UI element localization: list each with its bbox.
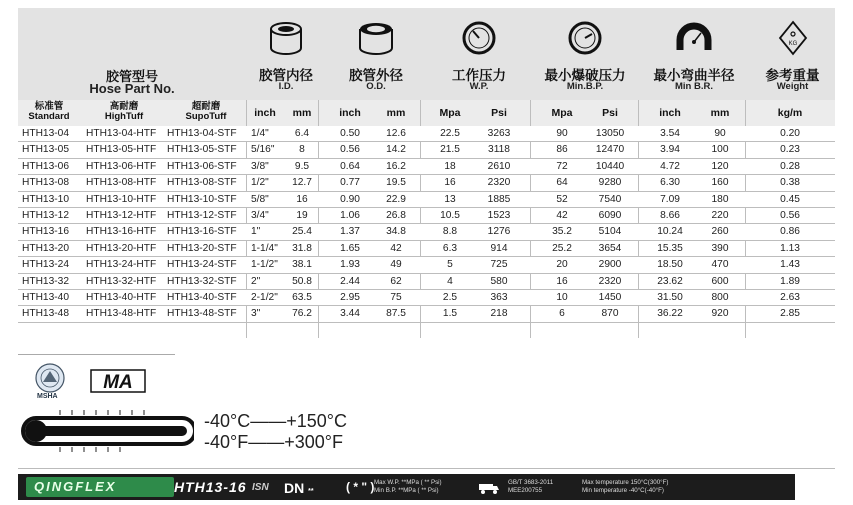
footer-pressure xyxy=(374,479,442,495)
header-br xyxy=(638,8,750,100)
subhead-br-mm: mm xyxy=(710,107,730,119)
cell-stf: HTH13-06-STF xyxy=(167,160,237,172)
cell-bp-mpa: 64 xyxy=(556,177,568,189)
cell-od-mm: 75 xyxy=(390,291,402,303)
cell-bp-mpa: 20 xyxy=(556,259,568,271)
cell-id-in: 1-1/2" xyxy=(251,259,278,271)
header-id-en: I.D. xyxy=(278,81,294,92)
qingflex-logo xyxy=(26,477,174,497)
pressure-gauge-icon xyxy=(461,20,497,56)
cell-wt: 2.63 xyxy=(780,291,800,303)
cell-bp-psi: 3654 xyxy=(598,242,622,254)
table-row xyxy=(18,224,835,240)
cell-br-in: 10.24 xyxy=(657,226,683,238)
cell-od-in: 3.44 xyxy=(340,308,360,320)
cell-std: HTH13-24 xyxy=(22,259,69,271)
header-hose-en: Hose Part No. xyxy=(89,81,175,96)
cell-wt: 0.38 xyxy=(780,177,800,189)
subhead-br-inch: inch xyxy=(659,107,681,119)
cell-wt: 1.43 xyxy=(780,259,800,271)
divider xyxy=(18,354,175,355)
cell-stf: HTH13-12-STF xyxy=(167,209,237,221)
cell-br-mm: 260 xyxy=(711,226,729,238)
cell-stf: HTH13-04-STF xyxy=(167,128,237,139)
table-row xyxy=(18,274,835,290)
cell-br-mm: 180 xyxy=(711,193,729,205)
cell-htf: HTH13-48-HTF xyxy=(86,308,157,320)
cell-wp-psi: 2320 xyxy=(487,177,511,189)
subhead-hightuff-cn: 高耐磨 xyxy=(109,101,139,112)
cell-id-in: 1/4" xyxy=(251,128,269,139)
cell-htf: HTH13-05-HTF xyxy=(86,144,157,156)
cell-br-in: 36.22 xyxy=(657,308,683,320)
hose-outer-diameter-icon xyxy=(358,20,394,58)
subhead-supotuff-en: SupoTuff xyxy=(185,111,227,122)
cell-wp-psi: 1885 xyxy=(487,193,511,205)
cell-br-mm: 800 xyxy=(711,291,729,303)
cell-od-in: 0.50 xyxy=(340,128,360,139)
cell-htf: HTH13-32-HTF xyxy=(86,275,157,287)
cell-br-mm: 220 xyxy=(711,209,729,221)
cell-htf: HTH13-04-HTF xyxy=(86,128,157,139)
cell-od-in: 2.44 xyxy=(340,275,360,287)
cell-wp-psi: 914 xyxy=(490,242,508,254)
header-weight xyxy=(750,8,835,100)
table-header xyxy=(18,8,835,100)
cell-stf: HTH13-24-STF xyxy=(167,259,237,271)
table-row xyxy=(18,241,835,257)
cell-id-mm: 6.4 xyxy=(294,128,310,139)
subhead-id-inch: inch xyxy=(254,107,276,119)
cell-od-mm: 42 xyxy=(390,242,402,254)
cell-wt: 2.85 xyxy=(780,308,800,320)
cell-id-in: 1/2" xyxy=(251,177,269,189)
cell-br-mm: 920 xyxy=(711,308,729,320)
header-bp-cn: 最小爆破压力 xyxy=(544,68,626,83)
cell-id-mm: 63.5 xyxy=(292,291,312,303)
cell-stf: HTH13-08-STF xyxy=(167,177,237,189)
cell-stf: HTH13-05-STF xyxy=(167,144,237,156)
table-row xyxy=(18,175,835,191)
cell-wp-mpa: 2.5 xyxy=(442,291,458,303)
cell-id-mm: 12.7 xyxy=(292,177,312,189)
header-od-cn: 胶管外径 xyxy=(349,68,403,83)
footer-dn xyxy=(284,480,314,496)
cell-wt: 0.23 xyxy=(780,144,800,156)
header-id xyxy=(246,8,326,100)
subhead-id-mm: mm xyxy=(292,107,312,119)
cell-br-in: 8.66 xyxy=(660,209,680,221)
cell-htf: HTH13-24-HTF xyxy=(86,259,157,271)
cell-wp-psi: 725 xyxy=(490,259,508,271)
cell-br-mm: 470 xyxy=(711,259,729,271)
cell-wt: 1.89 xyxy=(780,275,800,287)
footer-temps xyxy=(582,479,668,495)
cell-od-mm: 22.9 xyxy=(386,193,406,205)
cell-wt: 1.13 xyxy=(780,242,800,254)
header-weight-cn: 参考重量 xyxy=(765,68,820,83)
cell-bp-psi: 2320 xyxy=(598,275,622,287)
cell-stf: HTH13-48-STF xyxy=(167,308,237,320)
cell-std: HTH13-20 xyxy=(22,242,69,254)
subhead-standard xyxy=(18,100,80,126)
footer-mee-line: MEE200755 xyxy=(508,487,543,494)
cell-bp-mpa: 25.2 xyxy=(552,242,572,254)
cell-bp-psi: 1450 xyxy=(598,291,622,303)
cell-br-mm: 160 xyxy=(711,177,729,189)
header-wp-cn: 工作压力 xyxy=(452,68,506,83)
subhead-hightuff xyxy=(84,100,164,126)
cell-id-in: 2" xyxy=(251,275,261,287)
cell-std: HTH13-48 xyxy=(22,308,69,320)
svg-text:MA: MA xyxy=(103,372,133,393)
subhead-wp-psi: Psi xyxy=(491,107,507,119)
cell-id-in: 3/8" xyxy=(251,160,269,172)
subhead-supotuff-cn: 超耐磨 xyxy=(191,101,221,112)
cell-id-mm: 31.8 xyxy=(292,242,312,254)
cell-id-mm: 16 xyxy=(296,193,308,205)
divider xyxy=(18,468,835,469)
mining-truck-icon xyxy=(478,479,500,495)
header-id-cn: 胶管内径 xyxy=(259,68,313,83)
header-bp xyxy=(532,8,638,100)
cell-stf: HTH13-20-STF xyxy=(167,242,237,254)
cell-od-mm: 62 xyxy=(390,275,402,287)
thermometer-icon xyxy=(14,406,194,456)
cell-br-mm: 600 xyxy=(711,275,729,287)
cell-id-in: 2-1/2" xyxy=(251,291,278,303)
brand-text: QINGFLEX xyxy=(34,479,117,494)
subhead-standard-cn: 标准管 xyxy=(34,101,64,112)
cell-wp-mpa: 10.5 xyxy=(440,209,460,221)
header-hose-part-no xyxy=(18,8,246,100)
subhead-bp-psi: Psi xyxy=(602,107,618,119)
cell-wp-mpa: 21.5 xyxy=(440,144,460,156)
cell-bp-psi: 13050 xyxy=(595,128,625,139)
cell-wp-psi: 363 xyxy=(490,291,508,303)
cell-od-in: 0.90 xyxy=(340,193,360,205)
cell-id-mm: 50.8 xyxy=(292,275,312,287)
cell-wp-mpa: 16 xyxy=(444,177,456,189)
subhead-wp-mpa: Mpa xyxy=(439,107,461,119)
cell-bp-psi: 12470 xyxy=(595,144,625,156)
table-row xyxy=(18,290,835,306)
footer-inch-size: ( * " ) xyxy=(346,480,375,494)
cell-bp-psi: 9280 xyxy=(598,177,622,189)
msha-label: MSHA xyxy=(37,393,58,400)
cell-std: HTH13-08 xyxy=(22,177,69,189)
cell-br-in: 31.50 xyxy=(657,291,683,303)
cell-od-in: 0.77 xyxy=(340,177,360,189)
cell-wt: 0.28 xyxy=(780,160,800,172)
ma-mark-logo xyxy=(90,369,146,393)
subhead-standard-en: Standard xyxy=(28,111,70,122)
footer-standards xyxy=(508,479,553,495)
header-br-en: Min B.R. xyxy=(675,81,713,92)
cell-bp-mpa: 72 xyxy=(556,160,568,172)
cell-bp-psi: 10440 xyxy=(595,160,625,172)
cell-bp-mpa: 42 xyxy=(556,209,568,221)
cell-br-mm: 100 xyxy=(711,144,729,156)
subhead-od-mm: mm xyxy=(386,107,406,119)
table-row xyxy=(18,126,835,142)
subhead-od-inch: inch xyxy=(339,107,361,119)
cell-wt: 0.56 xyxy=(780,209,800,221)
table-row xyxy=(18,142,835,158)
temperature-fahrenheit: -40°F——+300°F xyxy=(204,432,343,452)
cell-bp-psi: 7540 xyxy=(598,193,622,205)
cell-std: HTH13-06 xyxy=(22,160,69,172)
cell-bp-psi: 6090 xyxy=(598,209,622,221)
cell-stf: HTH13-10-STF xyxy=(167,193,237,205)
footer-model: HTH13-16 xyxy=(174,479,247,495)
header-od-en: O.D. xyxy=(366,81,386,92)
cell-wp-psi: 218 xyxy=(490,308,508,320)
cell-std: HTH13-12 xyxy=(22,209,69,221)
cell-wp-mpa: 1.5 xyxy=(442,308,458,320)
cell-wt: 0.86 xyxy=(780,226,800,238)
cell-std: HTH13-05 xyxy=(22,144,69,156)
header-od xyxy=(326,8,426,100)
cell-std: HTH13-16 xyxy=(22,226,69,238)
header-bp-en: Min.B.P. xyxy=(566,81,604,92)
hose-print-strip xyxy=(18,474,795,500)
subhead-hightuff-en: HighTuff xyxy=(104,111,144,122)
cell-std: HTH13-10 xyxy=(22,193,69,205)
cell-htf: HTH13-08-HTF xyxy=(86,177,157,189)
cell-od-in: 1.37 xyxy=(340,226,360,238)
cell-stf: HTH13-40-STF xyxy=(167,291,237,303)
svg-text:KG: KG xyxy=(788,41,797,47)
cell-od-mm: 87.5 xyxy=(386,308,406,320)
cell-id-in: 1" xyxy=(251,226,261,238)
cell-od-in: 1.65 xyxy=(340,242,360,254)
header-wp xyxy=(426,8,532,100)
cell-bp-mpa: 90 xyxy=(556,128,568,139)
cell-bp-mpa: 52 xyxy=(556,193,568,205)
weight-icon xyxy=(778,20,808,56)
cell-id-mm: 25.4 xyxy=(292,226,312,238)
hose-inner-diameter-icon xyxy=(269,20,303,58)
cell-od-mm: 49 xyxy=(390,259,402,271)
cell-od-mm: 14.2 xyxy=(386,144,406,156)
cell-br-mm: 390 xyxy=(711,242,729,254)
cell-id-mm: 19 xyxy=(296,209,308,221)
cell-od-in: 1.06 xyxy=(340,209,360,221)
subhead-weight-unit: kg/m xyxy=(777,107,803,119)
cell-std: HTH13-40 xyxy=(22,291,69,303)
cell-std: HTH13-32 xyxy=(22,275,69,287)
header-br-cn: 最小弯曲半径 xyxy=(653,68,735,83)
cell-htf: HTH13-40-HTF xyxy=(86,291,157,303)
cell-br-in: 6.30 xyxy=(660,177,680,189)
cell-wp-mpa: 8.8 xyxy=(442,226,458,238)
footer-max-temp: Max temperature 150°C(300°F) xyxy=(582,479,669,486)
table-row xyxy=(18,208,835,224)
cell-wp-mpa: 18 xyxy=(444,160,456,172)
burst-gauge-icon xyxy=(567,20,603,56)
subhead-bp-mpa: Mpa xyxy=(551,107,573,119)
cell-wp-mpa: 4 xyxy=(447,275,453,287)
footer-gb-line: GB/T 3683-2011 xyxy=(508,479,554,486)
cell-htf: HTH13-20-HTF xyxy=(86,242,157,254)
temperature-celsius: -40°C——+150°C xyxy=(204,411,347,431)
cell-od-mm: 34.8 xyxy=(386,226,406,238)
cell-stf: HTH13-32-STF xyxy=(167,275,237,287)
table-subheader xyxy=(18,100,835,126)
cell-wp-psi: 580 xyxy=(490,275,508,287)
cell-od-mm: 19.5 xyxy=(386,177,406,189)
cell-id-in: 3/4" xyxy=(251,209,269,221)
cell-id-in: 5/8" xyxy=(251,193,269,205)
spec-table-body xyxy=(18,126,835,323)
cell-br-in: 4.72 xyxy=(660,160,680,172)
header-hose-cn: 胶管型号 xyxy=(105,69,158,84)
cell-wp-psi: 3118 xyxy=(488,144,510,156)
table-row xyxy=(18,192,835,208)
cell-bp-psi: 5104 xyxy=(598,226,622,238)
cell-wp-mpa: 5 xyxy=(447,259,453,271)
table-row xyxy=(18,306,835,322)
cell-bp-mpa: 16 xyxy=(556,275,568,287)
cell-od-in: 2.95 xyxy=(340,291,360,303)
cell-br-mm: 120 xyxy=(711,160,729,172)
cell-od-in: 0.56 xyxy=(340,144,360,156)
cell-br-in: 7.09 xyxy=(660,193,680,205)
footer-dn-stars: ** xyxy=(308,488,314,495)
cell-wp-mpa: 22.5 xyxy=(440,128,460,139)
cell-od-mm: 26.8 xyxy=(386,209,406,221)
cell-od-in: 1.93 xyxy=(340,259,360,271)
cell-wp-mpa: 13 xyxy=(444,193,456,205)
cell-od-mm: 12.6 xyxy=(386,128,406,139)
footer-min-temp: Min temperature -40°C(-40°F) xyxy=(582,487,664,494)
cell-br-in: 23.62 xyxy=(657,275,683,287)
cell-id-mm: 9.5 xyxy=(294,160,310,172)
cell-wp-psi: 3263 xyxy=(487,128,511,139)
footer-dn-label: DN xyxy=(284,480,305,496)
cell-wp-mpa: 6.3 xyxy=(442,242,458,254)
footer-wp-line: Max W.P. **MPa ( ** Psi) xyxy=(374,479,442,486)
cell-bp-psi: 2900 xyxy=(598,259,622,271)
cell-br-in: 3.94 xyxy=(660,144,680,156)
cell-stf: HTH13-16-STF xyxy=(167,226,237,238)
subhead-supotuff xyxy=(166,100,246,126)
table-row xyxy=(18,257,835,273)
cell-id-mm: 8 xyxy=(299,144,305,156)
cell-id-mm: 38.1 xyxy=(292,259,312,271)
cell-id-in: 5/16" xyxy=(251,144,275,156)
cell-htf: HTH13-06-HTF xyxy=(86,160,157,172)
cell-htf: HTH13-12-HTF xyxy=(86,209,157,221)
cell-htf: HTH13-10-HTF xyxy=(86,193,157,205)
header-weight-en: Weight xyxy=(776,81,809,92)
footer-isn: ISN xyxy=(252,482,269,493)
cell-htf: HTH13-16-HTF xyxy=(86,226,157,238)
bend-radius-icon xyxy=(674,20,714,54)
header-wp-en: W.P. xyxy=(469,81,489,92)
cell-wp-psi: 1523 xyxy=(487,209,511,221)
cell-bp-mpa: 86 xyxy=(556,144,568,156)
cell-wt: 0.20 xyxy=(780,128,800,139)
footer-bp-line: Min B.P. **MPa ( ** Psi) xyxy=(374,487,439,494)
cell-bp-mpa: 35.2 xyxy=(552,226,572,238)
cell-br-in: 18.50 xyxy=(657,259,683,271)
cell-id-in: 1-1/4" xyxy=(251,242,278,254)
cell-br-mm: 90 xyxy=(714,128,726,139)
table-row xyxy=(18,159,835,175)
cell-od-mm: 16.2 xyxy=(386,160,406,172)
cell-id-in: 3" xyxy=(251,308,261,320)
cell-bp-mpa: 6 xyxy=(559,308,565,320)
cell-id-mm: 76.2 xyxy=(292,308,312,320)
cell-br-in: 15.35 xyxy=(657,242,683,254)
cell-wp-psi: 1276 xyxy=(487,226,511,238)
cell-br-in: 3.54 xyxy=(660,128,680,139)
cell-wp-psi: 2610 xyxy=(487,160,511,172)
cell-bp-psi: 870 xyxy=(601,308,619,320)
cell-od-in: 0.64 xyxy=(340,160,360,172)
cell-wt: 0.45 xyxy=(780,193,800,205)
cell-bp-mpa: 10 xyxy=(556,291,568,303)
cell-std: HTH13-04 xyxy=(22,128,69,139)
